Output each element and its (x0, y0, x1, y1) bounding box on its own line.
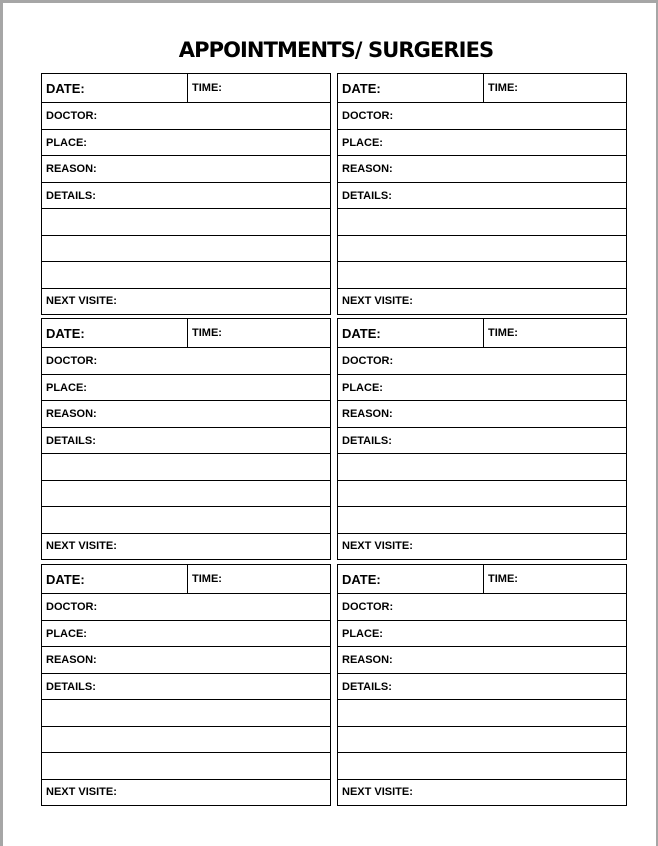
time-label: TIME: (192, 82, 222, 95)
reason-field-label: REASON: (342, 163, 393, 176)
next-visit-field-label: NEXT VISITE: (342, 540, 413, 553)
place-field-label: PLACE: (342, 381, 383, 394)
details-field-label: DETAILS: (46, 189, 96, 202)
place-field[interactable] (338, 374, 626, 400)
appointment-card (41, 73, 331, 315)
doctor-field-label: DOCTOR: (46, 601, 98, 614)
place-field[interactable] (338, 620, 626, 646)
next-visit-field-label: NEXT VISITE: (46, 540, 117, 553)
details-line[interactable] (338, 261, 626, 287)
doctor-field[interactable] (42, 347, 330, 373)
details-line[interactable] (42, 752, 330, 778)
details-line[interactable] (42, 506, 330, 532)
place-field[interactable] (42, 374, 330, 400)
reason-field[interactable] (42, 646, 330, 672)
reason-field-label: REASON: (46, 163, 97, 176)
appointment-card (41, 318, 331, 560)
details-field[interactable] (338, 427, 626, 453)
doctor-field-label: DOCTOR: (342, 601, 394, 614)
date-time-row[interactable] (42, 319, 330, 347)
details-line[interactable] (42, 699, 330, 725)
place-field-label: PLACE: (46, 381, 87, 394)
page-title: APPOINTMENTS/ SURGERIES (178, 38, 494, 62)
details-line[interactable] (338, 208, 626, 234)
reason-field[interactable] (42, 155, 330, 181)
time-field[interactable] (483, 565, 626, 593)
time-label: TIME: (192, 573, 222, 586)
time-label: TIME: (488, 82, 518, 95)
reason-field[interactable] (338, 155, 626, 181)
appointment-card (337, 564, 627, 806)
details-field[interactable] (338, 182, 626, 208)
reason-field[interactable] (338, 646, 626, 672)
time-label: TIME: (488, 573, 518, 586)
doctor-field-label: DOCTOR: (342, 110, 394, 123)
next-visit-field[interactable] (338, 779, 626, 805)
date-time-row[interactable] (42, 565, 330, 593)
reason-field-label: REASON: (46, 654, 97, 667)
doctor-field[interactable] (42, 593, 330, 619)
details-field-label: DETAILS: (342, 434, 392, 447)
next-visit-field[interactable] (42, 779, 330, 805)
time-label: TIME: (488, 327, 518, 340)
place-field-label: PLACE: (46, 627, 87, 640)
date-label: DATE: (46, 80, 85, 96)
reason-field-label: REASON: (46, 408, 97, 421)
next-visit-field-label: NEXT VISITE: (46, 786, 117, 799)
reason-field[interactable] (338, 400, 626, 426)
details-line[interactable] (338, 480, 626, 506)
appointment-card (337, 318, 627, 560)
appointment-card (337, 73, 627, 315)
time-field[interactable] (187, 74, 330, 102)
date-label: DATE: (342, 80, 381, 96)
date-label: DATE: (342, 325, 381, 341)
appointment-card (41, 564, 331, 806)
details-line[interactable] (42, 208, 330, 234)
doctor-field[interactable] (338, 102, 626, 128)
details-field-label: DETAILS: (342, 680, 392, 693)
details-field[interactable] (42, 673, 330, 699)
details-field[interactable] (42, 427, 330, 453)
details-line[interactable] (42, 453, 330, 479)
next-visit-field[interactable] (338, 288, 626, 314)
next-visit-field[interactable] (338, 533, 626, 559)
doctor-field-label: DOCTOR: (342, 355, 394, 368)
doctor-field[interactable] (42, 102, 330, 128)
details-line[interactable] (338, 506, 626, 532)
place-field[interactable] (42, 129, 330, 155)
details-line[interactable] (42, 235, 330, 261)
details-line[interactable] (338, 752, 626, 778)
next-visit-field[interactable] (42, 533, 330, 559)
next-visit-field-label: NEXT VISITE: (46, 295, 117, 308)
doctor-field[interactable] (338, 347, 626, 373)
doctor-field-label: DOCTOR: (46, 110, 98, 123)
details-line[interactable] (42, 726, 330, 752)
details-field-label: DETAILS: (46, 680, 96, 693)
details-line[interactable] (338, 726, 626, 752)
details-field-label: DETAILS: (46, 434, 96, 447)
time-field[interactable] (483, 74, 626, 102)
reason-field-label: REASON: (342, 654, 393, 667)
place-field-label: PLACE: (46, 136, 87, 149)
time-field[interactable] (187, 319, 330, 347)
date-time-row[interactable] (338, 74, 626, 102)
date-label: DATE: (46, 571, 85, 587)
details-field[interactable] (338, 673, 626, 699)
time-field[interactable] (187, 565, 330, 593)
details-field[interactable] (42, 182, 330, 208)
time-field[interactable] (483, 319, 626, 347)
next-visit-field-label: NEXT VISITE: (342, 295, 413, 308)
time-label: TIME: (192, 327, 222, 340)
place-field[interactable] (338, 129, 626, 155)
place-field[interactable] (42, 620, 330, 646)
place-field-label: PLACE: (342, 627, 383, 640)
reason-field-label: REASON: (342, 408, 393, 421)
reason-field[interactable] (42, 400, 330, 426)
next-visit-field[interactable] (42, 288, 330, 314)
doctor-field-label: DOCTOR: (46, 355, 98, 368)
date-time-row[interactable] (338, 565, 626, 593)
details-line[interactable] (42, 261, 330, 287)
details-line[interactable] (42, 480, 330, 506)
date-time-row[interactable] (42, 74, 330, 102)
date-label: DATE: (342, 571, 381, 587)
details-line[interactable] (338, 453, 626, 479)
place-field-label: PLACE: (342, 136, 383, 149)
date-time-row[interactable] (338, 319, 626, 347)
next-visit-field-label: NEXT VISITE: (342, 786, 413, 799)
doctor-field[interactable] (338, 593, 626, 619)
details-line[interactable] (338, 699, 626, 725)
details-field-label: DETAILS: (342, 189, 392, 202)
date-label: DATE: (46, 325, 85, 341)
details-line[interactable] (338, 235, 626, 261)
